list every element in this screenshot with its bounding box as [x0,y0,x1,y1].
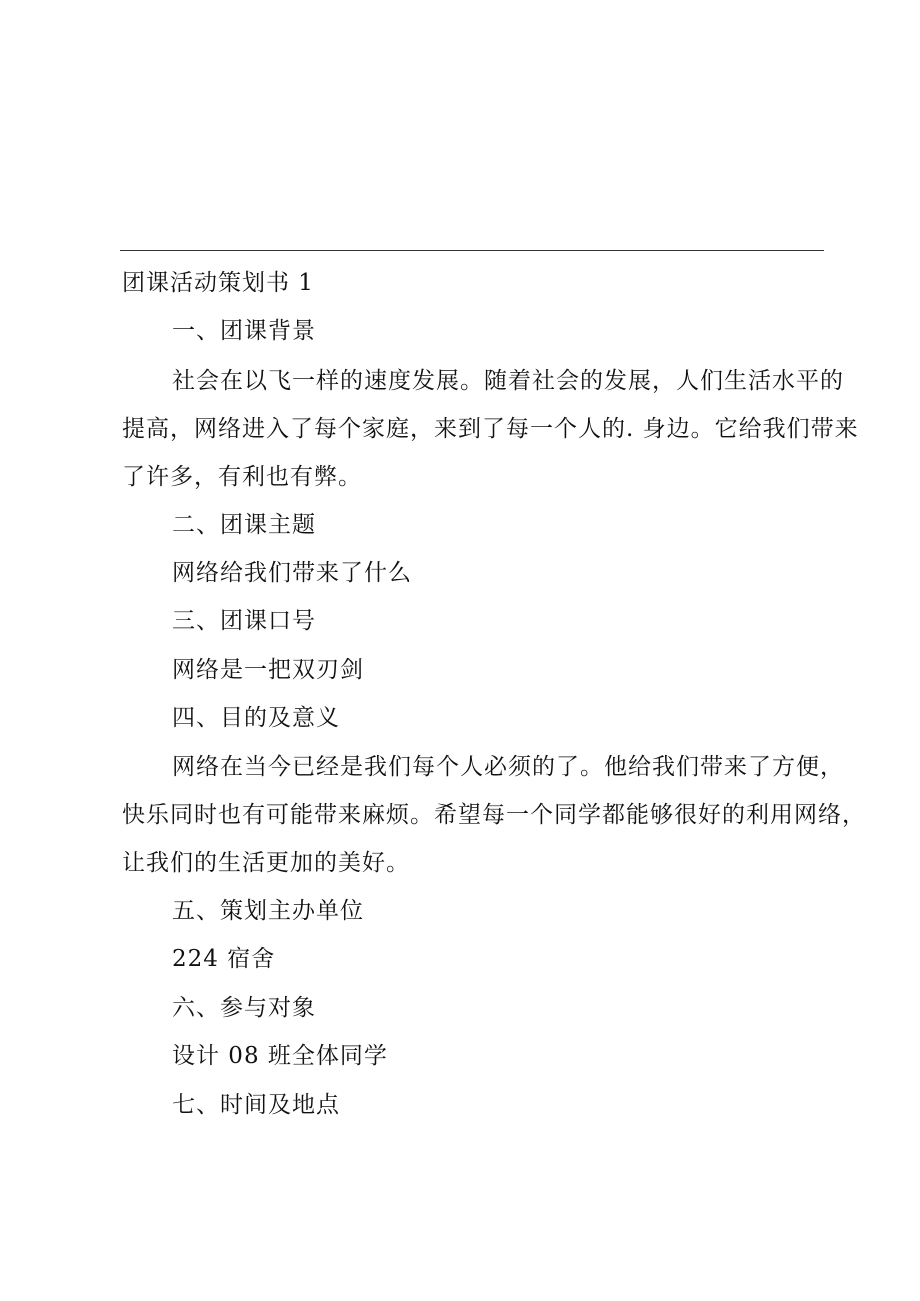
paragraph-line: 了许多，有利也有弊。 [122,464,362,490]
section-heading-slogan: 三、团课口号 [172,608,316,634]
paragraph-line: 224 宿舍 [172,946,276,972]
paragraph-line: 设计 08 班全体同学 [172,1043,388,1069]
section-heading-purpose: 四、目的及意义 [172,705,340,731]
document-title: 团课活动策划书 1 [122,270,314,296]
header-rule [120,250,824,251]
section-heading-participants: 六、参与对象 [172,995,316,1021]
paragraph-line: 网络是一把双刃剑 [172,657,364,683]
section-heading-time-place: 七、时间及地点 [172,1092,340,1118]
paragraph-line: 社会在以飞一样的速度发展。随着社会的发展，人们生活水平的 [172,368,844,394]
paragraph-line: 让我们的生活更加的美好。 [122,850,410,876]
paragraph-line: 提高，网络进入了每个家庭，来到了每一个人的. 身边。它给我们带来 [122,416,859,442]
paragraph-line: 快乐同时也有可能带来麻烦。希望每一个同学都能够很好的利用网络， [122,802,866,828]
paragraph-line: 网络在当今已经是我们每个人必须的了。他给我们带来了方便， [172,754,844,780]
section-heading-background: 一、团课背景 [172,318,316,344]
section-heading-organizer: 五、策划主办单位 [172,898,364,924]
paragraph-line: 网络给我们带来了什么 [172,560,412,586]
section-heading-theme: 二、团课主题 [172,512,316,538]
